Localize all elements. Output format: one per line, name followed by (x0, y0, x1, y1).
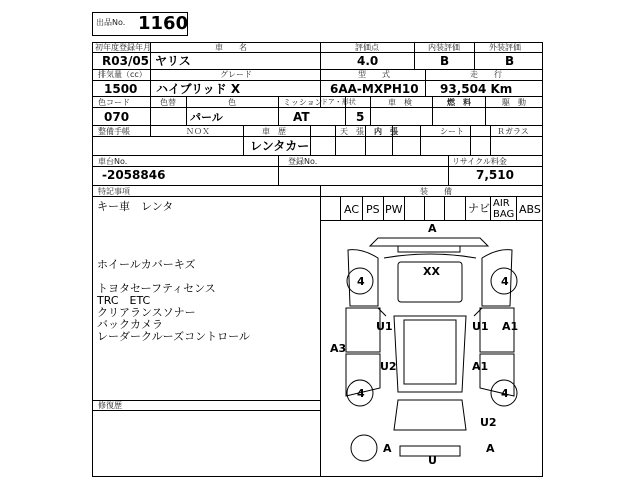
chassis-value: -2058846 (102, 168, 166, 182)
note-line: クリアランスソナー (97, 306, 196, 319)
label-score: 評価点 (355, 43, 379, 52)
label-interior2: 内 張 (374, 127, 398, 136)
label-door: ドア・形状 (321, 98, 356, 106)
dmg-a1-right: A1 (502, 320, 519, 333)
label-displacement: 排気量（cc） (98, 70, 147, 79)
mission-value: AT (293, 110, 310, 124)
first-reg-value: R03/05 (102, 54, 150, 68)
dmg-rear-bottom: U (428, 454, 437, 467)
label-seat: シート (440, 127, 464, 136)
label-color: 色 (228, 98, 236, 107)
label-chassis: 車台No. (98, 157, 128, 166)
label-recycle: リサイクル料金 (452, 157, 507, 166)
label-color-type: 色替 (160, 98, 176, 107)
dmg-rear-right: A (486, 442, 495, 455)
note-line: バックカメラ (97, 318, 163, 331)
lot-label: 出品No. (96, 18, 126, 27)
note-line: TRC ETC (97, 294, 151, 307)
label-interior: 内装評価 (428, 43, 460, 52)
dmg-a1-right2: A1 (472, 360, 489, 373)
lot-number: 1160 (138, 13, 189, 34)
label-equipment: 装 備 (420, 187, 452, 196)
note-line: ホイールカバーキズ (97, 258, 196, 271)
dmg-u1-left: U1 (376, 320, 393, 333)
label-first-reg: 初年度登録年月 (95, 43, 151, 52)
label-inspection: 車 検 (388, 98, 412, 107)
note-line: トヨタセーフティセンス (97, 282, 216, 295)
equip-airbag: AIR BAG (493, 198, 515, 220)
model-value: 6AA-MXPH10 (330, 82, 419, 96)
equip-ac: AC (344, 203, 360, 216)
label-history: 車 歴 (262, 127, 286, 136)
wheel-rr: 4 (501, 387, 509, 400)
equip-navi: ナビ (468, 202, 490, 215)
dmg-roof: XX (423, 265, 440, 278)
car-name-value: ヤリス (155, 54, 191, 68)
dmg-u1-right: U1 (472, 320, 489, 333)
equip-pw: PW (385, 203, 403, 216)
note-line: レーダークルーズコントロール (97, 330, 250, 343)
label-manual: 整備手帳 (98, 127, 130, 136)
dmg-a3: A3 (330, 342, 347, 355)
label-model: 型 式 (358, 70, 390, 79)
label-exterior: 外装評価 (489, 43, 521, 52)
door-value: 5 (356, 110, 365, 124)
wheel-fr: 4 (501, 275, 509, 288)
history-value: レンタカー (250, 139, 310, 153)
label-mileage: 走 行 (470, 70, 502, 79)
label-rear-glass: Ｒガラス (497, 127, 529, 136)
label-drive: 駆 動 (502, 98, 526, 107)
mileage-value: 93,504 Km (440, 82, 513, 96)
wheel-fl: 4 (357, 275, 365, 288)
label-fuel: 燃 料 (447, 98, 471, 107)
score-value: 4.0 (357, 54, 379, 68)
interior-value: B (440, 54, 450, 68)
label-car-name: 車 名 (215, 43, 247, 52)
recycle-value: 7,510 (476, 168, 514, 182)
equip-ps: PS (366, 203, 380, 216)
label-grade: グレード (220, 70, 252, 79)
label-repair: 修復歴 (98, 401, 122, 410)
note-line: キー車 レンタ (97, 200, 174, 213)
label-ceiling: 天 張 (340, 127, 364, 136)
exterior-value: B (505, 54, 515, 68)
wheel-rl: 4 (357, 387, 365, 400)
equip-abs: ABS (519, 203, 541, 216)
label-reg-no: 登録No. (288, 157, 318, 166)
dmg-front: A (428, 222, 437, 235)
color-value: パール (190, 111, 223, 124)
label-notes: 特記事項 (98, 187, 130, 196)
dmg-u2-right: U2 (480, 416, 497, 429)
label-nox: ＮＯＸ (186, 127, 210, 136)
grade-value: ハイブリッド X (156, 82, 241, 96)
label-mission: ミッション (283, 98, 323, 107)
dmg-u2-left: U2 (380, 360, 397, 373)
displacement-value: 1500 (104, 82, 138, 96)
dmg-rear-left: A (383, 442, 392, 455)
color-code-value: 070 (104, 110, 130, 124)
label-color-code: 色コード (98, 98, 130, 107)
